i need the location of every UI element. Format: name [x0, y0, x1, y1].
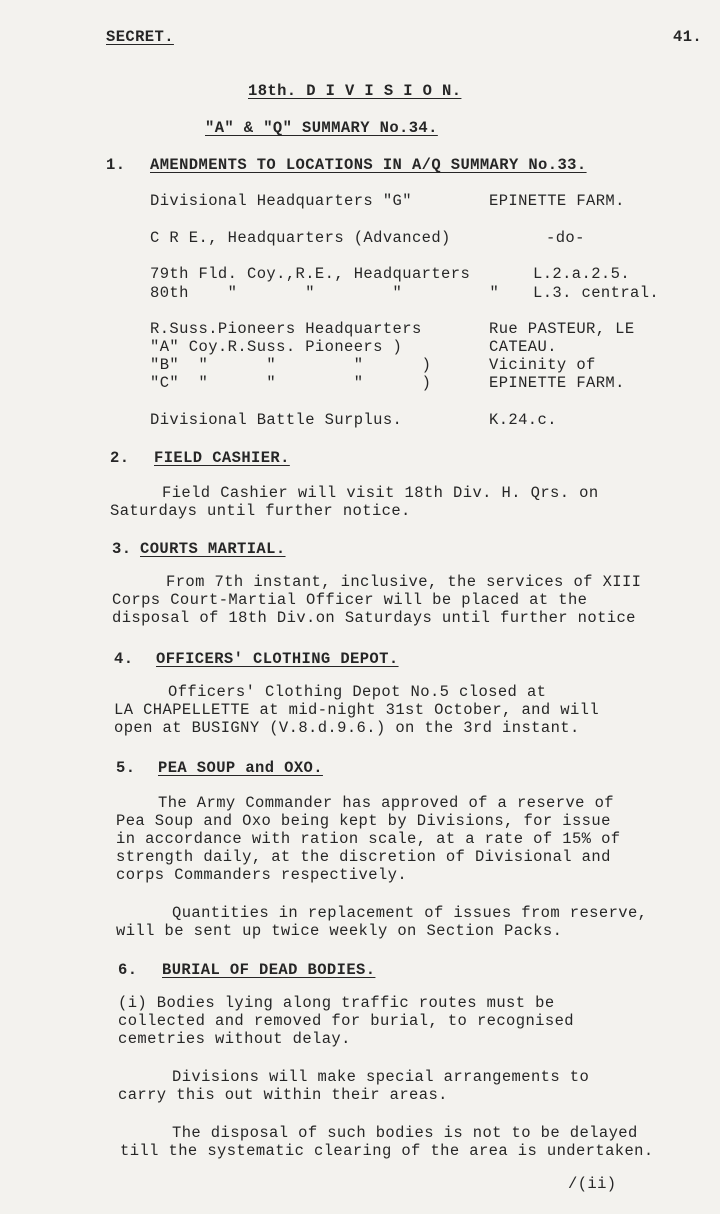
body-line: carry this out within their areas.: [118, 1086, 448, 1104]
section2-number: 2.: [110, 449, 130, 467]
location-unit: Divisional Battle Surplus.: [150, 411, 403, 429]
location-place: L.3. central.: [533, 284, 660, 302]
section5-number: 5.: [116, 759, 136, 777]
section3-number: 3.: [112, 540, 132, 558]
body-line: till the systematic clearing of the area is undertaken.: [120, 1142, 654, 1160]
section2-heading: FIELD CASHIER.: [154, 449, 290, 467]
summary-title: [205, 119, 438, 137]
body-line: strength daily, at the discretion of Divisional and: [116, 848, 611, 866]
classification-label: SECRET.: [106, 28, 174, 46]
section5-heading: PEA SOUP and OXO.: [158, 759, 323, 777]
location-unit: C R E., Headquarters (Advanced): [150, 229, 451, 247]
body-line: Field Cashier will visit 18th Div. H. Qrs. on: [162, 484, 599, 502]
body-line: disposal of 18th Div.on Saturdays until further notice: [112, 609, 636, 627]
page-number: 41.: [673, 28, 703, 46]
location-unit: 79th Fld. Coy.,R.E., Headquarters: [150, 265, 471, 283]
body-line: (i) Bodies lying along traffic routes must be: [118, 994, 555, 1012]
section6-number: 6.: [118, 961, 138, 979]
body-line: LA CHAPELLETTE at mid-night 31st October, and will: [114, 701, 600, 719]
body-line: From 7th instant, inclusive, the services of XIII: [166, 573, 642, 591]
body-line: The disposal of such bodies is not to be delayed: [172, 1124, 638, 1142]
body-line: Quantities in replacement of issues from reserve,: [172, 904, 648, 922]
body-line: will be sent up twice weekly on Section Packs.: [116, 922, 563, 940]
location-unit: Divisional Headquarters "G": [150, 192, 412, 210]
location-place: EPINETTE FARM.: [489, 192, 625, 210]
location-place: CATEAU.: [489, 338, 557, 356]
location-place: K.24.c.: [489, 411, 557, 429]
location-unit: "A" Coy.R.Suss. Pioneers ): [150, 338, 403, 356]
location-place: -do-: [546, 229, 585, 247]
section3-heading: COURTS MARTIAL.: [140, 540, 286, 558]
location-place: EPINETTE FARM.: [489, 374, 625, 392]
section1-number: 1.: [106, 156, 126, 174]
body-line: Pea Soup and Oxo being kept by Divisions, for issue: [116, 812, 611, 830]
location-unit: "C" " " " ): [150, 374, 432, 392]
location-unit: 80th " " " ": [150, 284, 500, 302]
body-line: Corps Court-Martial Officer will be placed at the: [112, 591, 588, 609]
section6-heading: BURIAL OF DEAD BODIES.: [162, 961, 376, 979]
body-line: collected and removed for burial, to recognised: [118, 1012, 574, 1030]
body-line: cemetries without delay.: [118, 1030, 351, 1048]
location-place: Vicinity of: [489, 356, 596, 374]
body-line: Officers' Clothing Depot No.5 closed at: [168, 683, 547, 701]
body-line: Saturdays until further notice.: [110, 502, 411, 520]
continuation-marker: /(ii): [568, 1175, 617, 1193]
division-title: 18th. D I V I S I O N.: [248, 82, 462, 100]
body-line: Divisions will make special arrangements to: [172, 1068, 590, 1086]
location-unit: "B" " " " ): [150, 356, 432, 374]
body-line: open at BUSIGNY (V.8.d.9.6.) on the 3rd instant.: [114, 719, 580, 737]
location-unit: R.Suss.Pioneers Headquarters: [150, 320, 422, 338]
section4-number: 4.: [114, 650, 134, 668]
summary-title-text: "A" & "Q" SUMMARY No.34.: [205, 119, 438, 137]
section1-heading: AMENDMENTS TO LOCATIONS IN A/Q SUMMARY No.33.: [150, 156, 587, 174]
location-place: Rue PASTEUR, LE: [489, 320, 635, 338]
location-place: L.2.a.2.5.: [533, 265, 631, 283]
body-line: corps Commanders respectively.: [116, 866, 408, 884]
section4-heading: OFFICERS' CLOTHING DEPOT.: [156, 650, 399, 668]
body-line: in accordance with ration scale, at a rate of 15% of: [116, 830, 621, 848]
body-line: The Army Commander has approved of a reserve of: [158, 794, 614, 812]
